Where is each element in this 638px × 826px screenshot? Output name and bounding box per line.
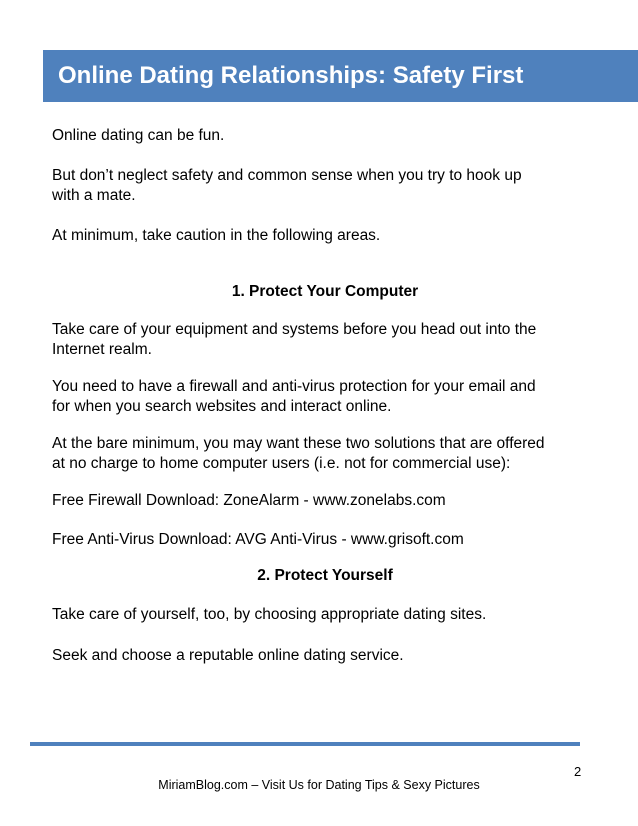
- footer-text: MiriamBlog.com – Visit Us for Dating Tips & Sexy Pictures: [158, 778, 480, 792]
- computer-paragraph-2-line-2: for when you search websites and interact online.: [52, 398, 392, 415]
- firewall-download-line: Free Firewall Download: ZoneAlarm - www.zonelabs.com: [52, 492, 446, 509]
- yourself-paragraph-1: Take care of yourself, too, by choosing appropriate dating sites.: [52, 606, 487, 623]
- intro-paragraph-2-line-2: with a mate.: [52, 187, 136, 204]
- page-title: Online Dating Relationships: Safety First: [58, 62, 524, 89]
- section-heading-protect-yourself: 2. Protect Yourself: [257, 567, 393, 584]
- footer-divider: [30, 742, 580, 746]
- computer-paragraph-1-line-2: Internet realm.: [52, 341, 152, 358]
- page-number: 2: [574, 764, 582, 779]
- section-heading-protect-computer: 1. Protect Your Computer: [231, 283, 419, 300]
- computer-paragraph-2-line-1: You need to have a firewall and anti-virus protection for your email and: [52, 378, 536, 395]
- computer-paragraph-3-line-1: At the bare minimum, you may want these two solutions that are offered: [52, 435, 545, 452]
- intro-paragraph-2-line-1: But don’t neglect safety and common sense when you try to hook up: [52, 167, 522, 184]
- intro-paragraph-1: Online dating can be fun.: [52, 127, 225, 144]
- antivirus-download-line: Free Anti-Virus Download: AVG Anti-Virus - www.grisoft.com: [52, 531, 464, 548]
- yourself-paragraph-2: Seek and choose a reputable online dating service.: [52, 647, 404, 664]
- computer-paragraph-1-line-1: Take care of your equipment and systems before you head out into the: [52, 321, 537, 338]
- computer-paragraph-3-line-2: at no charge to home computer users (i.e. not for commercial use):: [52, 455, 511, 472]
- intro-paragraph-3: At minimum, take caution in the following areas.: [52, 227, 381, 244]
